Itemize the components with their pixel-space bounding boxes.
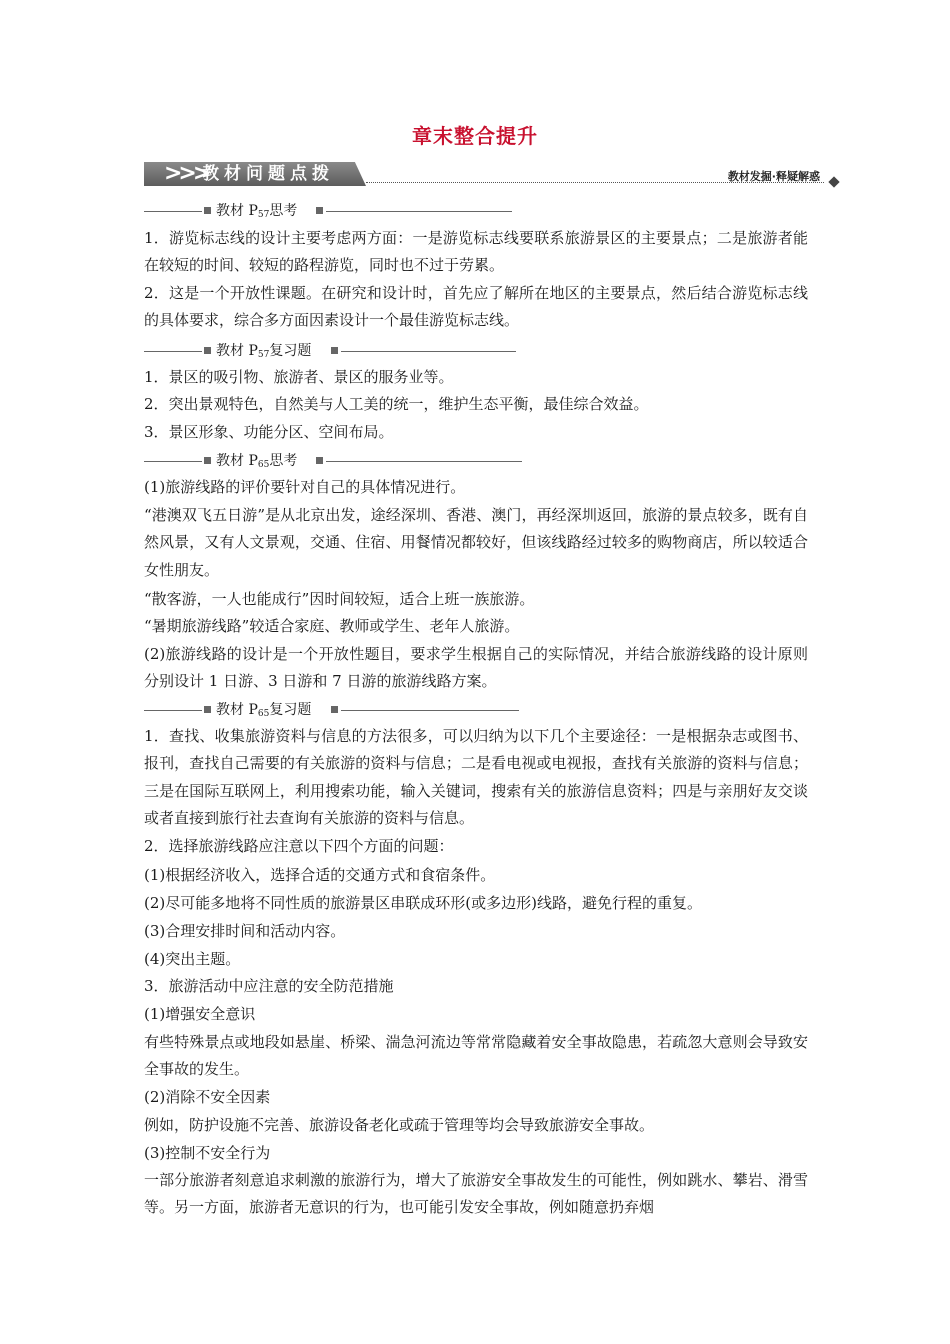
paragraph: 2．突出景观特色，自然美与人工美的统一，维护生态平衡，最佳综合效益。 [144,395,649,413]
section-heading-label: 教材 $P_{57}$思考 [216,203,298,220]
paragraph: (1)根据经济收入，选择合适的交通方式和食宿条件。 [144,866,496,884]
paragraph: (2)消除不安全因素 [144,1088,271,1106]
heading-rule-right [326,461,522,462]
heading-rule-left [144,710,202,711]
heading-rule-right [341,710,519,711]
paragraph: 一部分旅游者刻意追求刺激的旅游行为，增大了旅游安全事故发生的可能性，例如跳水、攀岩、滑雪等。另一方面，旅游者无意识的行为，也可能引发安全事故，例如随意扔弃烟 [144,1171,808,1217]
square-bullet-icon [204,706,211,713]
section-heading [144,343,338,359]
square-bullet-icon [331,706,338,713]
paragraph: 3．旅游活动中应注意的安全防范措施 [144,977,394,995]
square-bullet-icon [204,347,211,354]
diamond-icon [828,176,839,187]
square-bullet-icon [204,457,211,464]
banner-subtitle: 教材发掘·释疑解惑 [727,170,820,183]
section-banner [144,160,838,190]
paragraph: “暑期旅游线路”较适合家庭、教师或学生、老年人旅游。 [144,617,520,635]
heading-rule-right [341,351,516,352]
chevron-right-icon: >>> [164,161,208,186]
paragraph: 1．游览标志线的设计主要考虑两方面：一是游览标志线要联系旅游景区的主要景点；二是旅游者能在较短的时间、较短的路程游览，同时也不过于劳累。 [144,229,808,275]
paragraph: (2)旅游线路的设计是一个开放性题目，要求学生根据自己的实际情况，并结合旅游线路的设计原则分别设计 1 日游、3 日游和 7 日游的旅游线路方案。 [144,645,808,691]
paragraph: 有些特殊景点或地段如悬崖、桥梁、湍急河流边等常常隐藏着安全事故隐患，若疏忽大意则会导致安全事故的发生。 [144,1033,808,1079]
square-bullet-icon [204,207,211,214]
paragraph: 1．查找、收集旅游资料与信息的方法很多，可以归纳为以下几个主要途径：一是根据杂志或图书、报刊，查找自己需要的有关旅游的资料与信息；二是看电视或电视报，查找有关旅游的资料与信息；三是在国际互联网上，利用搜索功能，输入关键词，搜索有关的旅游信息资料；四是与亲朋好友交谈或者直接到旅行社去查询有关旅游的资料与信息。 [144,727,808,828]
paragraph: (4)突出主题。 [144,950,241,968]
paragraph: (3)合理安排时间和活动内容。 [144,922,346,940]
heading-rule-right [326,211,512,212]
paragraph: 3．景区形象、功能分区、空间布局。 [144,423,394,441]
heading-rule-left [144,461,202,462]
heading-rule-left [144,211,202,212]
section-heading [144,203,324,219]
section-heading [144,453,324,469]
paragraph: (2)尽可能多地将不同性质的旅游景区串联成环形(或多边形)线路，避免行程的重复。 [144,894,702,912]
paragraph: 例如，防护设施不完善、旅游设备老化或疏于管理等均会导致旅游安全事故。 [144,1116,655,1134]
paragraph: 2．这是一个开放性课题。在研究和设计时，首先应了解所在地区的主要景点，然后结合游览标志线的具体要求，综合多方面因素设计一个最佳游览标志线。 [144,284,808,330]
section-heading-label: 教材 $P_{65}$思考 [216,453,298,470]
section-heading [144,702,338,718]
section-heading-label: 教材 $P_{65}$复习题 [216,702,312,719]
square-bullet-icon [331,347,338,354]
square-bullet-icon [316,207,323,214]
paragraph: (3)控制不安全行为 [144,1144,271,1162]
heading-rule-left [144,351,202,352]
paragraph: 2．选择旅游线路应注意以下四个方面的问题： [144,837,454,855]
paragraph: 1．景区的吸引物、旅游者、景区的服务业等。 [144,368,454,386]
paragraph: (1)旅游线路的评价要针对自己的具体情况进行。 [144,478,466,496]
banner-label: 教材问题点拨 [202,164,334,184]
paragraph: (1)增强安全意识 [144,1005,256,1023]
paragraph: “散客游，一人也能成行”因时间较短，适合上班一族旅游。 [144,590,535,608]
page-title: 章末整合提升 [412,124,538,148]
square-bullet-icon [316,457,323,464]
paragraph: “港澳双飞五日游”是从北京出发，途经深圳、香港、澳门，再经深圳返回，旅游的景点较多，既有自然风景，又有人文景观，交通、住宿、用餐情况都较好，但该线路经过较多的购物商店，所以较适合女性朋友。 [144,506,808,579]
section-heading-label: 教材 $P_{57}$复习题 [216,343,312,360]
